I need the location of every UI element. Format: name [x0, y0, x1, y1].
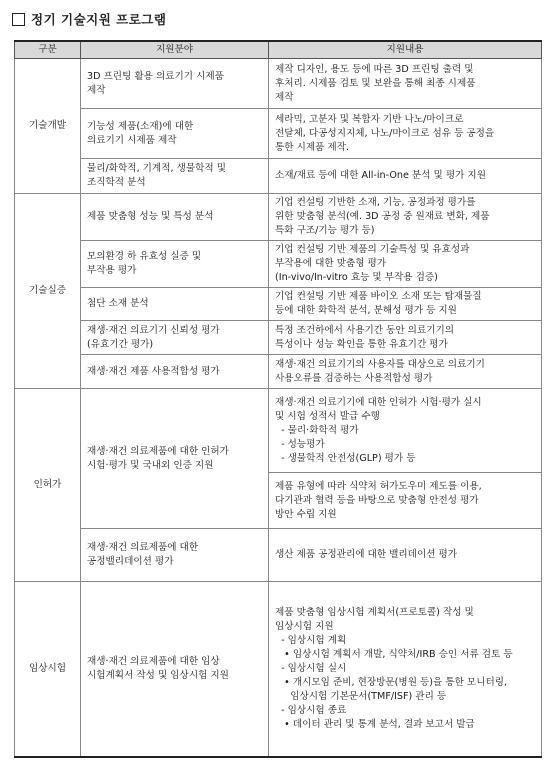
section-title — [12, 8, 166, 30]
table-row — [15, 288, 542, 321]
table-header-row — [15, 41, 542, 59]
content-cell — [269, 288, 542, 321]
cell-line: - 성능평가 — [275, 438, 325, 450]
field-cell — [81, 194, 269, 241]
cell-line: 제작 디자인, 용도 등에 따른 3D 프린팅 출력 및 — [275, 63, 474, 75]
header-category: 구분 — [15, 41, 81, 59]
field-cell — [81, 241, 269, 288]
cell-line: 위한 맞춤형 분석(예. 3D 공정 중 원재료 변화, 제품 — [275, 211, 490, 222]
cell-line: 첨단 소재 분석 — [87, 298, 149, 309]
cell-line: 후처리. 시제품 검토 및 보완을 통해 최종 시제품 — [275, 77, 476, 89]
cell-line: 임상시험 지원 — [275, 620, 334, 632]
cell-line: 재생·재건 의료제품에 대한 임상 — [87, 655, 220, 667]
cell-line: 부작용 평가 — [87, 265, 137, 276]
cell-line: 세라믹, 고분자 및 복합자 기반 나노/마이크로 — [275, 113, 464, 125]
category-cell: 기술개발 — [15, 59, 81, 194]
field-cell — [81, 355, 269, 389]
cell-line: 재생·재건 의료제품에 대한 — [87, 542, 199, 553]
cell-line: • 데이터 관리 및 통계 분석, 결과 보고서 발급 — [275, 718, 475, 730]
cell-line: 전달체, 다공성지지체, 나노/마이크로 섬유 등 공정을 — [275, 127, 495, 139]
table-row — [15, 321, 542, 355]
table-row — [15, 109, 542, 159]
table-row — [15, 194, 542, 241]
cell-line: 재생·재건 의료기기에 대한 인허가 시험·평가 실시 — [275, 396, 482, 408]
cell-line: 시험계획서 작성 및 임상시험 지원 — [87, 669, 229, 681]
field-cell — [81, 582, 269, 757]
cell-line: 의료기기 시제품 제작 — [87, 134, 177, 146]
cell-line: - 임상시험 실시 — [275, 662, 347, 674]
cell-line: (In-vivo/In-vitro 효능 및 부작용 검증) — [275, 272, 438, 283]
cell-line: • 개시모임 준비, 현장방문(병원 등)을 통한 모니터링, — [275, 676, 508, 688]
cell-line: 재생·재건 의료기기의 사용자를 대상으로 의료기기 — [275, 358, 485, 370]
field-cell — [81, 59, 269, 109]
cell-line: 제품 유형에 따라 식약처 허가도우미 제도를 이용, — [275, 480, 482, 492]
content-cell — [269, 59, 542, 109]
content-cell — [269, 529, 542, 582]
cell-line: 재생·재건 의료기기 신뢰성 평가 — [87, 324, 220, 336]
cell-line: 공정밸리데이션 평가 — [87, 556, 174, 567]
content-cell — [269, 241, 542, 288]
table-row — [15, 582, 542, 757]
cell-line: 물리/화학적, 기계적, 생물학적 및 — [87, 163, 226, 174]
cell-line: 소재/재료 등에 대한 All-in-One 분석 및 평가 지원 — [275, 170, 486, 181]
content-cell — [269, 355, 542, 389]
cell-line: 조직학적 분석 — [87, 177, 146, 188]
cell-line: 제작 — [275, 91, 294, 103]
header-field: 지원분야 — [81, 41, 269, 59]
table-row — [15, 59, 542, 109]
cell-line: - 생물학적 안전성(GLP) 평가 등 — [275, 452, 416, 464]
field-cell — [81, 159, 269, 194]
cell-line: 시험·평가 및 국내외 인증 지원 — [87, 459, 214, 471]
cell-line: - 임상시험 계획 — [275, 634, 347, 646]
table-row — [15, 529, 542, 582]
cell-line: 특정 조건하에서 사용기간 동안 의료기기의 — [275, 324, 455, 336]
table-row — [15, 355, 542, 389]
cell-line: 다기관과 협력 등을 바탕으로 맞춤형 안전성 평가 — [275, 494, 479, 506]
category-cell: 인허가 — [15, 389, 81, 582]
cell-line: 및 시험 성적서 발급 수행 — [275, 410, 380, 422]
cell-line: 통한 시제품 제작. — [275, 141, 350, 153]
cell-line: 기업 컨설팅 기반 제품의 기술특성 및 유효성과 — [275, 244, 470, 255]
content-cell — [269, 159, 542, 194]
cell-line: - 임상시험 종료 — [275, 704, 347, 716]
cell-line: 기업 컨설팅 기반 제품 바이오 소재 또는 탑재물질 — [275, 291, 482, 302]
field-cell — [81, 288, 269, 321]
table-row — [15, 159, 542, 194]
table-row — [15, 389, 542, 473]
content-cell — [269, 321, 542, 355]
cell-line: 재생·재건 의료제품에 대한 인허가 — [87, 445, 229, 457]
cell-line: 방안 수립 지원 — [275, 508, 337, 520]
cell-line: 제품 맞춤형 성능 및 특성 분석 — [87, 211, 214, 222]
table-row — [15, 241, 542, 288]
cell-line: 제작 — [87, 84, 106, 96]
support-program-table — [14, 40, 542, 758]
content-cell — [269, 109, 542, 159]
content-cell — [269, 582, 542, 757]
cell-line: 임상시험 기본문서(TMF/ISF) 관리 등 — [275, 690, 447, 702]
cell-line: (유효기간 평가) — [87, 338, 154, 350]
cell-line: 재생·재건 제품 사용적합성 평가 — [87, 365, 220, 377]
cell-line: 사용오류를 검증하는 사용적합성 평가 — [275, 372, 433, 384]
cell-line: 특화 구조/기능 평가 등) — [275, 225, 375, 236]
cell-line: 등에 대한 화학적 분석, 분해성 평가 등 지원 — [275, 305, 457, 316]
cell-line: 기업 컨설팅 기반한 소재, 기능, 공정과정 평가를 — [275, 197, 476, 208]
content-cell — [269, 389, 542, 473]
cell-line: • 임상시험 계획서 개발, 식약처/IRB 승인 서류 검토 등 — [275, 648, 513, 660]
checkbox-icon — [12, 13, 25, 26]
table-body — [15, 59, 542, 757]
content-cell — [269, 473, 542, 529]
category-cell: 임상시험 — [15, 582, 81, 757]
field-cell — [81, 109, 269, 159]
content-cell — [269, 194, 542, 241]
cell-line: 제품 맞춤형 임상시험 계획서(프로토콜) 작성 및 — [275, 606, 474, 618]
cell-line: 부작용에 대한 맞춤형 평가 — [275, 258, 387, 269]
cell-line: 모의환경 하 유효성 실증 및 — [87, 251, 202, 262]
cell-line: 특성이나 성능 확인을 통한 유효기간 평가 — [275, 338, 448, 350]
field-cell — [81, 321, 269, 355]
cell-line: 3D 프린팅 활용 의료기기 시제품 — [87, 70, 224, 82]
header-content: 지원내용 — [269, 41, 542, 59]
cell-line: - 물리·화학적 평가 — [275, 424, 359, 436]
category-cell: 기술실증 — [15, 194, 81, 389]
field-cell — [81, 389, 269, 529]
field-cell — [81, 529, 269, 582]
section-title-text: 정기 기술지원 프로그램 — [31, 12, 167, 27]
cell-line: 기능성 제품(소재)에 대한 — [87, 120, 194, 132]
cell-line: 생산 제품 공정관리에 대한 밸리데이션 평가 — [275, 549, 458, 560]
